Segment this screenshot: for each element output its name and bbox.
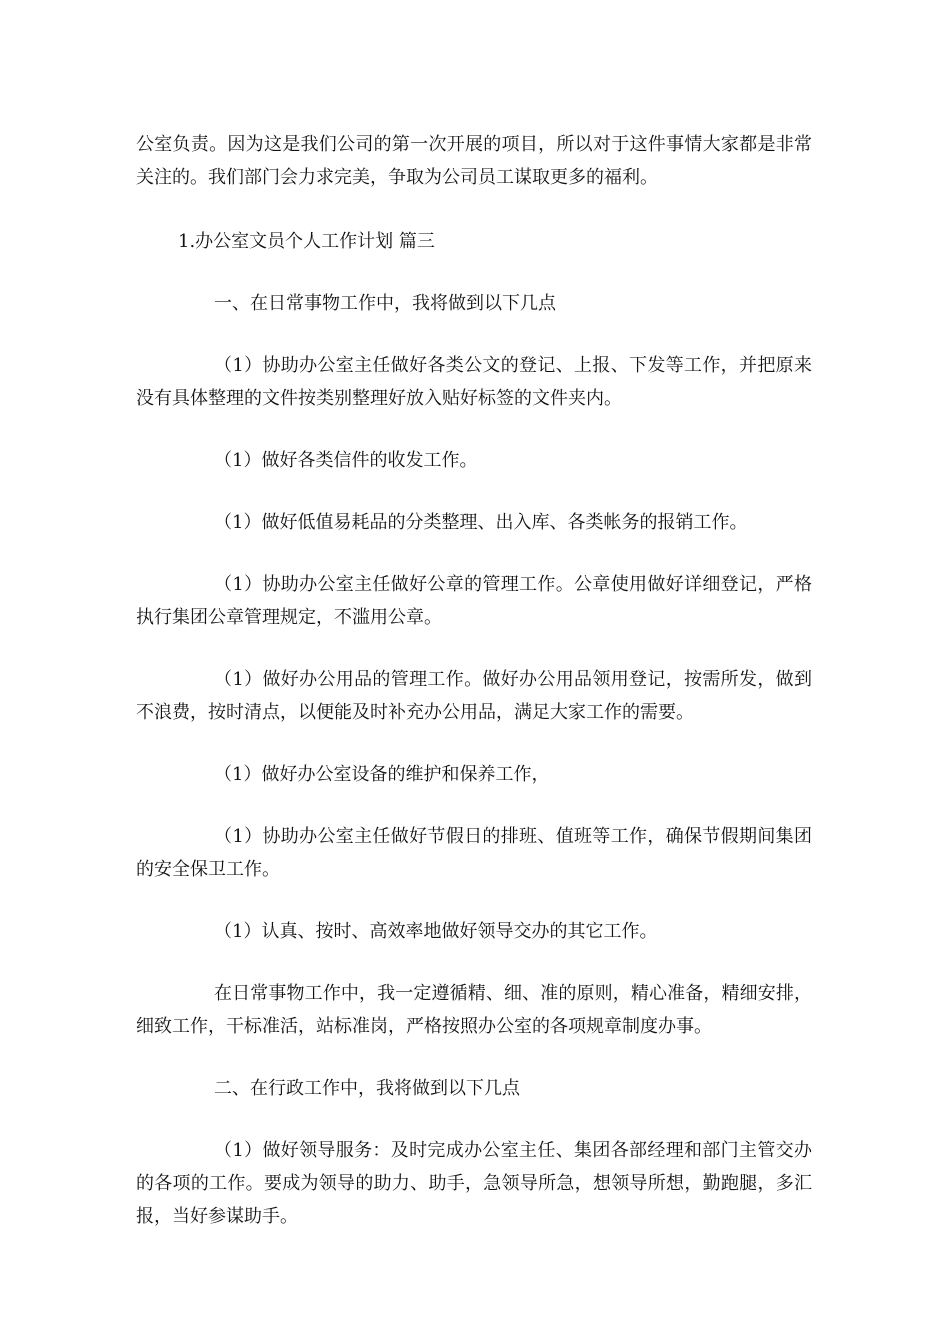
subsection-title-1: 一、在日常事物工作中，我将做到以下几点 <box>214 293 556 314</box>
list-item: （1）认真、按时、高效率地做好领导交办的其它工作。 <box>214 921 658 942</box>
list-item: （1）协助办公室主任做好节假日的排班、值班等工作，确保节假期间集团的安全保卫工作。 <box>136 826 812 880</box>
list-item: （1）做好办公用品的管理工作。做好办公用品领用登记，按需所发，做到不浪费，按时清点，以便能及时补充办公用品，满足大家工作的需要。 <box>136 669 812 723</box>
list-item: （1）协助办公室主任做好各类公文的登记、上报、下发等工作，并把原来没有具体整理的文件按类别整理好放入贴好标签的文件夹内。 <box>136 355 812 409</box>
list-item: （1）做好办公室设备的维护和保养工作， <box>214 764 550 785</box>
document-page <box>136 128 812 1262</box>
list-item: （1）做好低值易耗品的分类整理、出入库、各类帐务的报销工作。 <box>214 512 748 533</box>
list-item: （1）做好领导服务：及时完成办公室主任、集团各部经理和部门主管交办的各项的工作。要成为领导的助力、助手，急领导所急，想领导所想，勤跑腿，多汇报，当好参谋助手。 <box>136 1140 812 1227</box>
list-item: （1）协助办公室主任做好公章的管理工作。公章使用做好详细登记，严格执行集团公章管理规定，不滥用公章。 <box>136 574 812 628</box>
section-heading: 1.办公室文员个人工作计划 篇三 <box>178 231 435 252</box>
continuation-paragraph: 公室负责。因为这是我们公司的第一次开展的项目，所以对于这件事情大家都是非常关注的。我们部门会力求完美，争取为公司员工谋取更多的福利。 <box>136 134 812 188</box>
subsection-title-2: 二、在行政工作中，我将做到以下几点 <box>214 1078 520 1099</box>
list-item: （1）做好各类信件的收发工作。 <box>214 450 478 471</box>
summary-paragraph: 在日常事物工作中，我一定遵循精、细、准的原则，精心准备，精细安排，细致工作，干标准活，站标准岗，严格按照办公室的各项规章制度办事。 <box>136 983 812 1037</box>
